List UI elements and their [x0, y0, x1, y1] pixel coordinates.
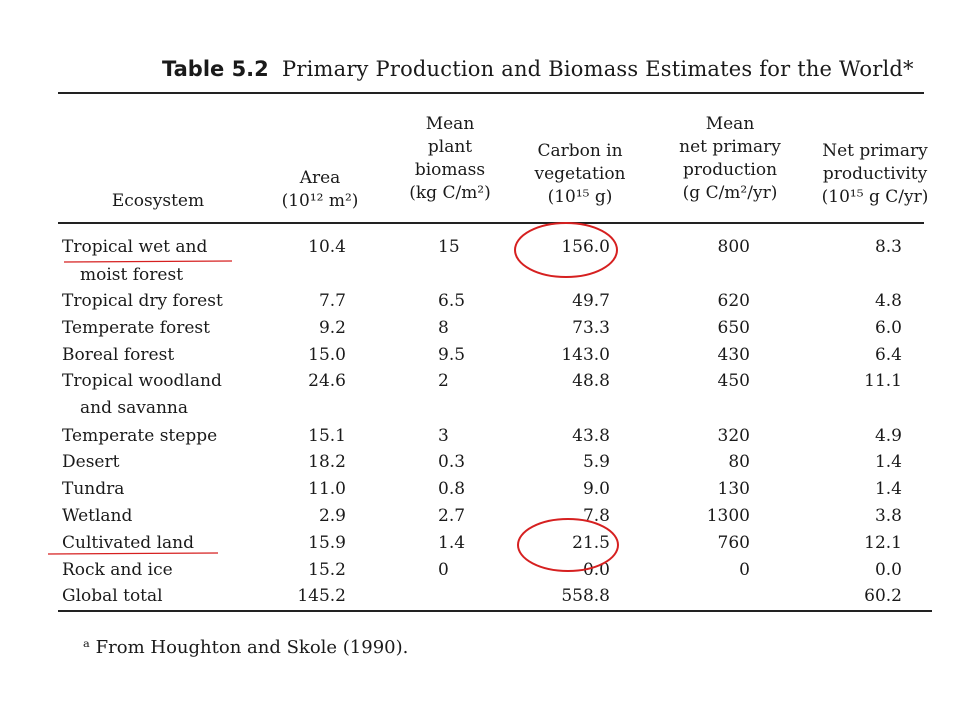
row-carbon: 73.3: [572, 318, 610, 338]
row-area: 7.7: [318, 291, 346, 311]
row-npp: 320: [717, 426, 750, 446]
row-npp: 130: [717, 479, 750, 499]
row-net-productivity: 0.0: [874, 560, 902, 580]
row-ecosystem: Rock and ice: [62, 560, 173, 580]
row-carbon: 0.0: [582, 560, 610, 580]
header-area: Area (10¹² m²): [281, 168, 359, 211]
row-carbon: 7.8: [582, 506, 610, 526]
row-biomass: 8: [438, 318, 449, 338]
row-net-productivity: 6.0: [874, 318, 902, 338]
row-area: 18.2: [308, 452, 346, 472]
row-npp: 450: [717, 371, 750, 391]
row-net-productivity: 1.4: [874, 452, 902, 472]
row-biomass: 1.4: [438, 533, 466, 553]
row-ecosystem: moist forest: [80, 265, 184, 285]
row-ecosystem: Desert: [62, 452, 120, 472]
row-ecosystem: Global total: [62, 586, 163, 606]
row-biomass: 2.7: [438, 506, 466, 526]
row-area: 24.6: [308, 371, 346, 391]
row-biomass: 9.5: [438, 345, 466, 365]
row-net-productivity: 3.8: [874, 506, 902, 526]
circle-mark-21-5: [518, 519, 618, 571]
row-npp: 430: [717, 345, 750, 365]
row-net-productivity: 1.4: [874, 479, 902, 499]
row-npp: 620: [717, 291, 750, 311]
row-ecosystem: Tundra: [62, 479, 125, 499]
circle-mark-156: [515, 223, 617, 277]
row-biomass: 3: [438, 426, 449, 446]
row-area: 15.1: [308, 426, 346, 446]
header-carbon: Carbon in vegetation (10¹⁵ g): [534, 141, 626, 207]
row-area: 10.4: [308, 237, 346, 257]
row-carbon: 156.0: [561, 237, 610, 257]
row-npp: 80: [728, 452, 750, 472]
row-area: 15.2: [308, 560, 346, 580]
row-carbon: 48.8: [572, 371, 610, 391]
row-carbon: 143.0: [561, 345, 610, 365]
row-biomass: 6.5: [438, 291, 466, 311]
row-net-productivity: 6.4: [874, 345, 902, 365]
row-npp: 800: [717, 237, 750, 257]
table-title: Primary Production and Biomass Estimates for the World*: [282, 57, 914, 81]
row-ecosystem: Tropical woodland: [62, 371, 222, 391]
row-ecosystem: Tropical wet and: [62, 237, 208, 257]
row-ecosystem: Boreal forest: [62, 345, 175, 365]
row-carbon: 21.5: [572, 533, 610, 553]
row-net-productivity: 11.1: [864, 371, 902, 391]
row-area: 15.9: [308, 533, 346, 553]
header-ecosystem: Ecosystem: [111, 191, 205, 211]
underline-mark-cultivated: [48, 553, 218, 554]
row-carbon: 558.8: [561, 586, 610, 606]
row-area: 15.0: [308, 345, 346, 365]
row-carbon: 5.9: [582, 452, 610, 472]
row-area: 145.2: [297, 586, 346, 606]
row-biomass: 0.8: [438, 479, 466, 499]
row-net-productivity: 60.2: [864, 586, 902, 606]
row-area: 2.9: [318, 506, 346, 526]
header-npp: Mean net primary production (g C/m²/yr): [679, 114, 781, 203]
row-area: 11.0: [308, 479, 346, 499]
row-carbon: 9.0: [582, 479, 610, 499]
row-net-productivity: 8.3: [874, 237, 902, 257]
row-ecosystem: and savanna: [80, 398, 189, 418]
row-area: 9.2: [318, 318, 346, 338]
row-ecosystem: Temperate forest: [62, 318, 210, 338]
row-npp: 1300: [706, 506, 750, 526]
row-npp: 650: [717, 318, 750, 338]
row-biomass: 0.3: [438, 452, 466, 472]
row-npp: 760: [717, 533, 750, 553]
row-net-productivity: 4.8: [874, 291, 902, 311]
row-net-productivity: 12.1: [864, 533, 902, 553]
row-ecosystem: Tropical dry forest: [62, 291, 223, 311]
row-biomass: 15: [438, 237, 460, 257]
table-footnote: ᵃ From Houghton and Skole (1990).: [83, 637, 409, 658]
row-npp: 0: [739, 560, 750, 580]
underline-mark-tropical: [64, 261, 232, 262]
header-net-productivity: Net primary productivity (10¹⁵ g C/yr): [821, 141, 929, 207]
row-biomass: 2: [438, 371, 449, 391]
table-label: Table 5.2: [162, 57, 269, 81]
row-ecosystem: Wetland: [62, 506, 133, 526]
row-ecosystem: Temperate steppe: [62, 426, 218, 446]
row-biomass: 0: [438, 560, 449, 580]
row-carbon: 43.8: [572, 426, 610, 446]
row-ecosystem: Cultivated land: [62, 533, 194, 553]
row-net-productivity: 4.9: [874, 426, 902, 446]
header-biomass: Mean plant biomass (kg C/m²): [409, 114, 491, 203]
row-carbon: 49.7: [572, 291, 610, 311]
